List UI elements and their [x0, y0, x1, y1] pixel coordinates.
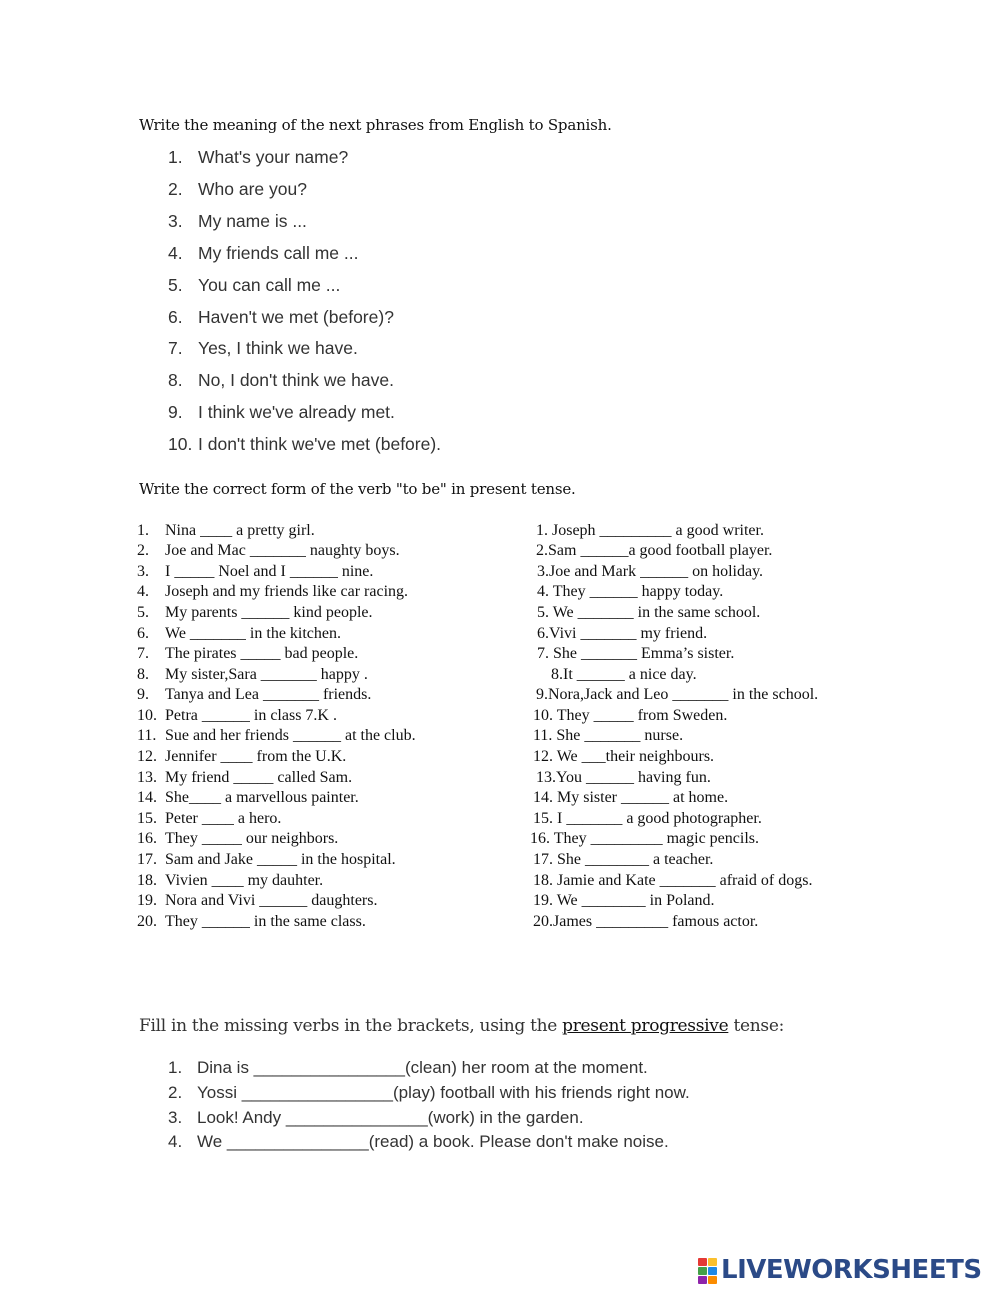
liveworksheets-logo [697, 1255, 982, 1285]
list-item: 1. Joseph _________ a good writer. [536, 522, 764, 539]
list-item: 7. Yes, I think we have. [168, 338, 358, 358]
list-item: 3. Look! Andy _______________(work) in the garden. [168, 1108, 584, 1127]
logo-text: LIVEWORKSHEETS [721, 1255, 982, 1285]
list-item: 11. She _______ nurse. [533, 727, 684, 744]
list-item: 3. My name is ... [168, 211, 307, 231]
list-item: 16. They _________ magic pencils. [530, 830, 759, 847]
list-item: 4. We _______________(read) a book. Please don't make noise. [168, 1132, 669, 1151]
list-item: 15. I _______ a good photographer. [533, 810, 762, 827]
list-item: 9. I think we've already met. [168, 402, 395, 422]
section3-heading: Fill in the missing verbs in the brackets, using the present progressive tense: [139, 1016, 785, 1036]
list-item: 20.James _________ famous actor. [533, 913, 759, 930]
list-item: 2. Who are you? [168, 179, 307, 199]
list-item: 5. We _______ in the same school. [537, 604, 761, 621]
section2-heading: Write the correct form of the verb "to be" in present tense. [139, 480, 576, 498]
list-item: 12. We ___their neighbours. [533, 748, 715, 765]
section1-heading: Write the meaning of the next phrases from English to Spanish. [139, 116, 612, 134]
list-item: 6. Haven't we met (before)? [168, 307, 394, 327]
list-item: 7. She _______ Emma’s sister. [537, 645, 735, 662]
list-item: 18. Jamie and Kate _______ afraid of dogs. [533, 872, 813, 889]
list-item: 10. They _____ from Sweden. [533, 707, 728, 724]
logo-blocks-icon [697, 1257, 719, 1285]
list-item: 5. You can call me ... [168, 275, 341, 295]
list-item: 10. I don't think we've met (before). [168, 434, 442, 454]
list-item: 19. We ________ in Poland. [533, 892, 715, 909]
list-item: 2. Yossi ________________(play) football with his friends right now. [168, 1083, 690, 1102]
list-item: 4. My friends call me ... [168, 243, 359, 263]
list-item: 14. My sister ______ at home. [533, 789, 729, 806]
list-item: 3.Joe and Mark ______ on holiday. [537, 563, 764, 580]
list-item: 8.It ______ a nice day. [551, 666, 697, 683]
list-item: 8. No, I don't think we have. [168, 370, 394, 390]
list-item: 17. She ________ a teacher. [533, 851, 714, 868]
list-item: 2.Sam ______a good football player. [536, 542, 773, 559]
list-item: 1. Dina is ________________(clean) her room at the moment. [168, 1058, 648, 1077]
list-item: 4. They ______ happy today. [537, 583, 724, 600]
list-item: 1. What's your name? [168, 147, 349, 167]
list-item: 6.Vivi _______ my friend. [537, 625, 708, 642]
list-item: 13.You ______ having fun. [536, 769, 711, 786]
list-item: 9.Nora,Jack and Leo _______ in the school. [536, 686, 819, 703]
